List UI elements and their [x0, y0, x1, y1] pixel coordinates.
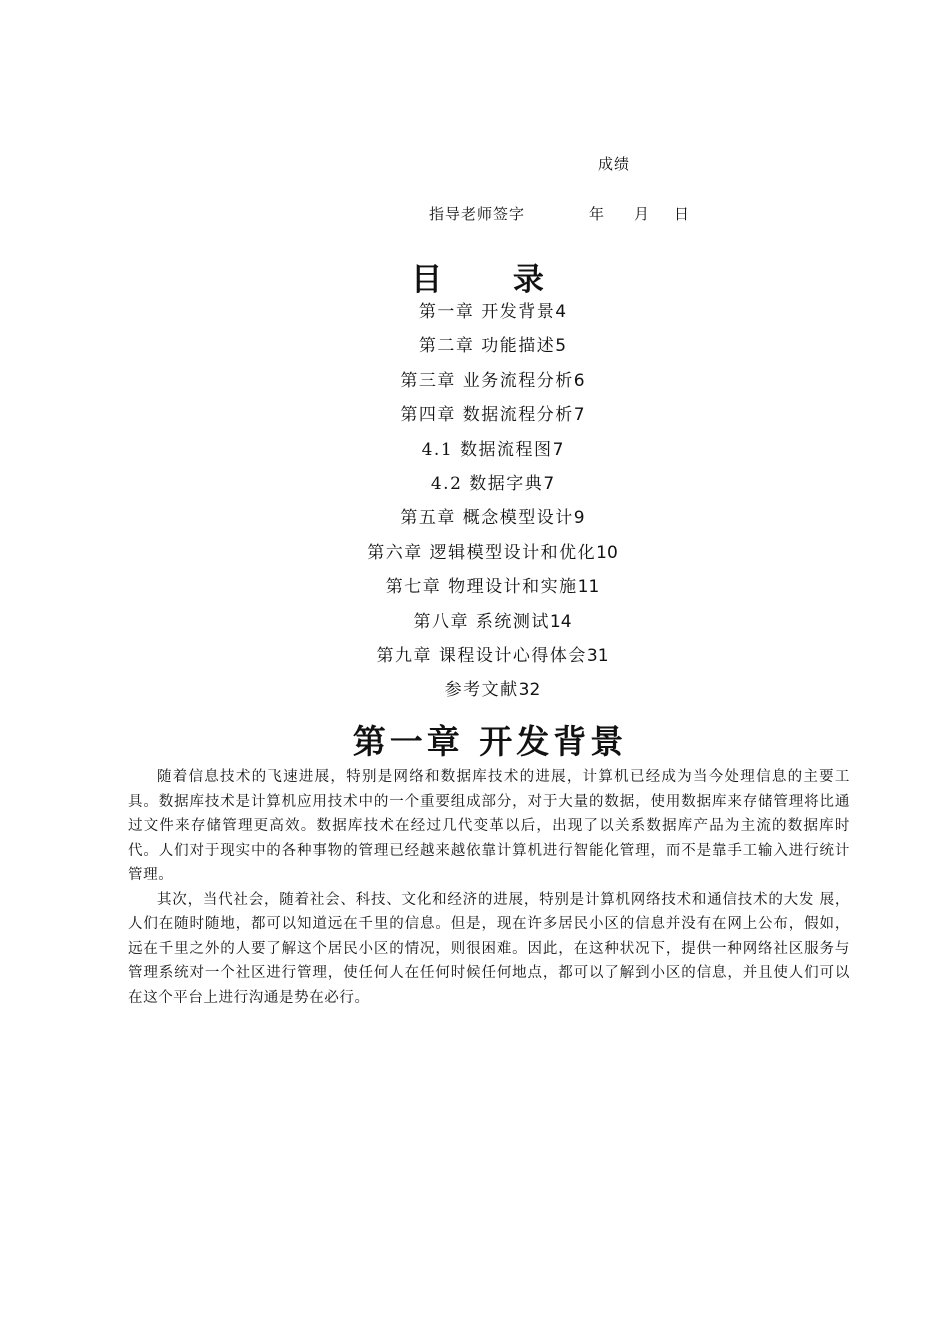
toc-entry-label: 第七章 物理设计和实施 [385, 577, 578, 598]
advisor-sign-label: 指导老师签字 [429, 205, 526, 223]
grade-label: 成绩 [598, 155, 631, 173]
toc-entry-page: 10 [596, 542, 618, 563]
table-of-contents [0, 299, 950, 712]
body-paragraph: 其次，当代社会，随着社会、科技、文化和经济的进展，特别是计算机网络技术和通信技术的大发 展，人们在随时随地，都可以知道远在千里的信息。但是，现在许多居民小区的信息并没有在网上公布，假如，远在千里之外的人要了解这个居民小区的情况，则很困难。因此，在这种状况下，提供一种网络社区服务与管理系统对一个社区进行管理，使任何人在任何时候任何地点，都可以了解到小区的信息，并且使人们可以在这个平台上进行沟通是势在必行。 [128, 891, 850, 1006]
toc-entry[interactable] [0, 505, 950, 539]
toc-entry-label: 4.2 数据字典 [430, 473, 544, 494]
toc-entry-page: 32 [518, 680, 541, 701]
toc-entry-label: 第二章 功能描述 [418, 336, 556, 357]
toc-entry-label: 第九章 课程设计心得体会 [376, 645, 587, 666]
toc-entry[interactable] [0, 333, 950, 367]
toc-entry-label: 4.1 数据流程图 [421, 439, 553, 460]
toc-entry[interactable] [0, 368, 950, 402]
toc-entry[interactable] [0, 574, 950, 608]
advisor-signature-line [429, 203, 689, 224]
toc-entry[interactable] [0, 643, 950, 677]
toc-entry-page: 7 [573, 405, 585, 426]
toc-entry-label: 第五章 概念模型设计 [400, 508, 574, 529]
toc-entry[interactable] [0, 677, 950, 711]
month-label: 月 [634, 205, 650, 223]
toc-entry-label: 第三章 业务流程分析 [400, 370, 574, 391]
toc-entry-label: 第八章 系统测试 [413, 611, 550, 632]
chapter-title: 第一章 开发背景 [352, 722, 628, 761]
day-label: 日 [674, 205, 690, 223]
toc-entry-label: 第四章 数据流程分析 [400, 405, 574, 426]
toc-entry-page: 14 [549, 611, 572, 632]
toc-entry-page: 9 [573, 508, 585, 529]
toc-entry[interactable] [0, 609, 950, 643]
toc-entry-label: 第六章 逻辑模型设计和优化 [367, 542, 597, 563]
year-label: 年 [589, 205, 605, 223]
toc-entry-label: 第一章 开发背景 [418, 302, 556, 322]
toc-entry[interactable] [0, 540, 950, 574]
toc-entry[interactable] [0, 471, 950, 505]
toc-entry[interactable] [0, 437, 950, 471]
toc-entry-page: 5 [555, 336, 567, 357]
toc-title: 目 录 [411, 262, 574, 298]
toc-entry-page: 7 [552, 439, 564, 460]
toc-entry-label: 参考文献 [444, 680, 519, 701]
toc-entry[interactable] [0, 402, 950, 436]
body-paragraph: 随着信息技术的飞速进展，特别是网络和数据库技术的进展，计算机已经成为当今处理信息的主要工具。数据库技术是计算机应用技术中的一个重要组成部分，对于大量的数据，使用数据库来存储管理将比通过文件来存储管理更高效。数据库技术在经过几代变革以后，出现了以关系数据库产品为主流的数据库时代。人们对于现实中的各种事物的管理已经越来越依靠计算机进行智能化管理，而不是靠手工输入进行统计管理。 [128, 769, 850, 883]
toc-entry-page: 7 [543, 473, 555, 494]
toc-entry-page: 11 [577, 577, 600, 598]
toc-entry-page: 31 [586, 645, 609, 666]
toc-entry-page: 4 [555, 302, 567, 322]
toc-entry[interactable] [0, 299, 950, 333]
toc-entry-page: 6 [573, 370, 585, 391]
chapter-body [128, 765, 850, 1010]
